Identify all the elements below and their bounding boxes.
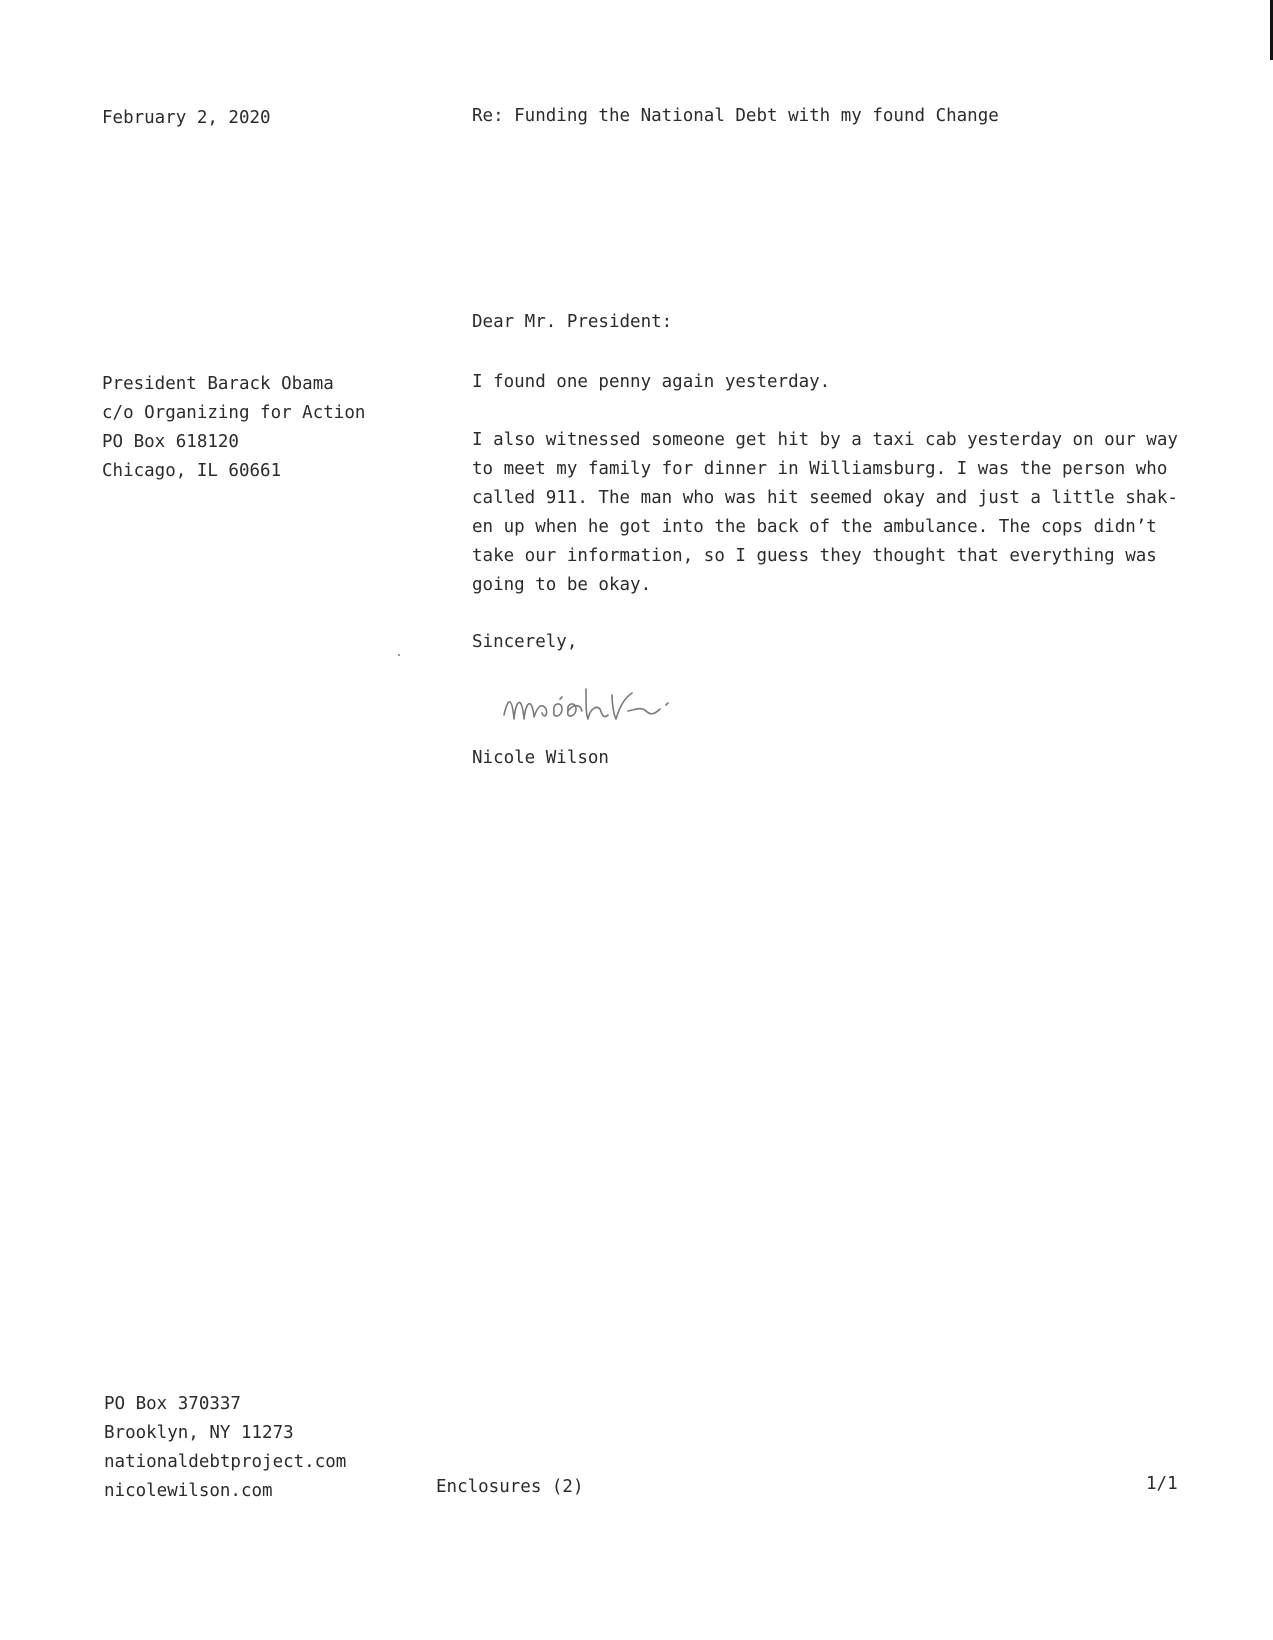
- letter-date: February 2, 2020: [102, 108, 271, 128]
- body-line: take our information, so I guess they thought that everything was: [472, 546, 1157, 566]
- letter-subject: Re: Funding the National Debt with my found Change: [472, 106, 999, 126]
- recipient-line: c/o Organizing for Action: [102, 403, 366, 423]
- body-line: I also witnessed someone get hit by a taxi cab yesterday on our way: [472, 430, 1178, 450]
- body-line: called 911. The man who was hit seemed okay and just a little shak-: [472, 488, 1178, 508]
- signer-name: Nicole Wilson: [472, 748, 609, 768]
- page-number: 1/1: [1146, 1474, 1178, 1494]
- handwritten-signature: [500, 675, 750, 735]
- return-address: [104, 1390, 346, 1506]
- body-line: going to be okay.: [472, 575, 652, 595]
- body-line: en up when he got into the back of the ambulance. The cops didn’t: [472, 517, 1157, 537]
- body-paragraph-1: I found one penny again yesterday.: [472, 372, 831, 392]
- recipient-line: Chicago, IL 60661: [102, 461, 282, 481]
- return-address-line: PO Box 370337: [104, 1394, 241, 1414]
- recipient-line: PO Box 618120: [102, 432, 239, 452]
- letter-body: [472, 368, 1182, 629]
- enclosures-note: Enclosures (2): [436, 1477, 584, 1497]
- recipient-line: President Barack Obama: [102, 374, 334, 394]
- return-address-line: nationaldebtproject.com: [104, 1452, 347, 1472]
- closing: Sincerely,: [472, 632, 578, 652]
- salutation: Dear Mr. President:: [472, 312, 673, 332]
- scan-speck: [398, 654, 400, 656]
- body-line: to meet my family for dinner in Williamsburg. I was the person who: [472, 459, 1168, 479]
- return-address-line: nicolewilson.com: [104, 1481, 273, 1501]
- recipient-address: [102, 370, 365, 486]
- return-address-line: Brooklyn, NY 11273: [104, 1423, 294, 1443]
- body-paragraph-2: [472, 426, 1182, 600]
